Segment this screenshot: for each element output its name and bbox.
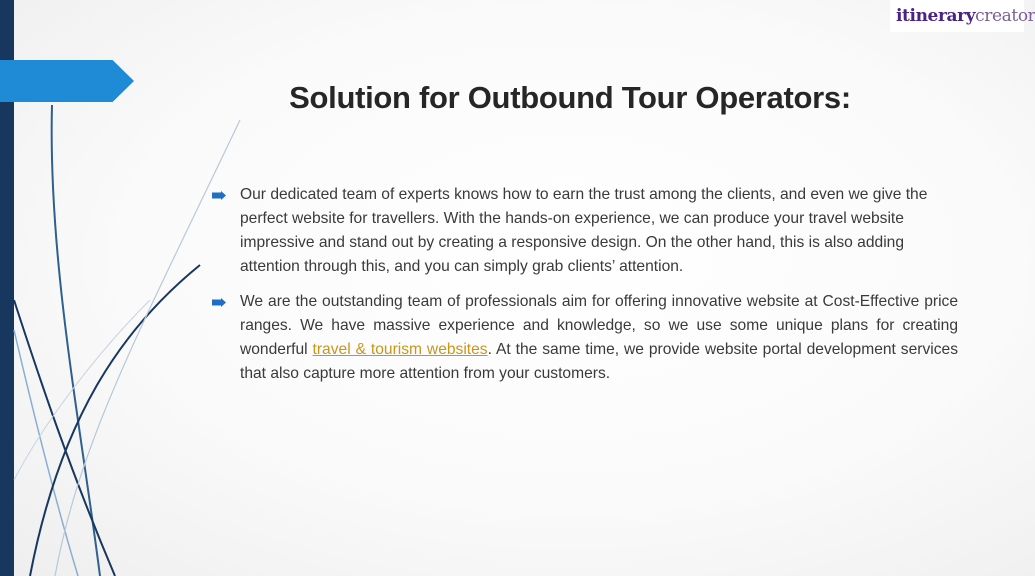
logo-part-2: creator	[975, 6, 1035, 26]
travel-tourism-websites-link[interactable]: travel & tourism websites	[312, 341, 488, 358]
bullet-1-text: Our dedicated team of experts knows how to earn the trust among the clients, and even we give the perfect website for travellers. With the hands-on experience, we can produce your travel website impressive and stand out by creating a responsive design. On the other hand, this is also adding attention through this, and you can simply grab clients’ attention.	[240, 186, 928, 275]
itinerarycreator-logo[interactable]	[890, 0, 1035, 32]
bullet-list	[212, 183, 958, 397]
bullet-item-1	[212, 183, 958, 279]
bullet-2-text-before: We are the outstanding team of professionals aim for offering innovative website at Cost-Effective price ranges. We have massive experience and knowledge, so we use some unique plans for creating wonderful	[240, 293, 958, 358]
slide-title: Solution for Outbound Tour Operators:	[289, 80, 851, 115]
logo-part-1: itinerary	[896, 6, 976, 26]
bullet-item-2	[212, 290, 958, 386]
bullet-2-text-after: . At the same time, we provide website portal development services that also capture more attention from your customers.	[240, 341, 958, 382]
arrow-right-icon	[212, 298, 226, 307]
left-arrow-accent	[0, 60, 134, 102]
arrow-right-icon	[212, 191, 226, 200]
